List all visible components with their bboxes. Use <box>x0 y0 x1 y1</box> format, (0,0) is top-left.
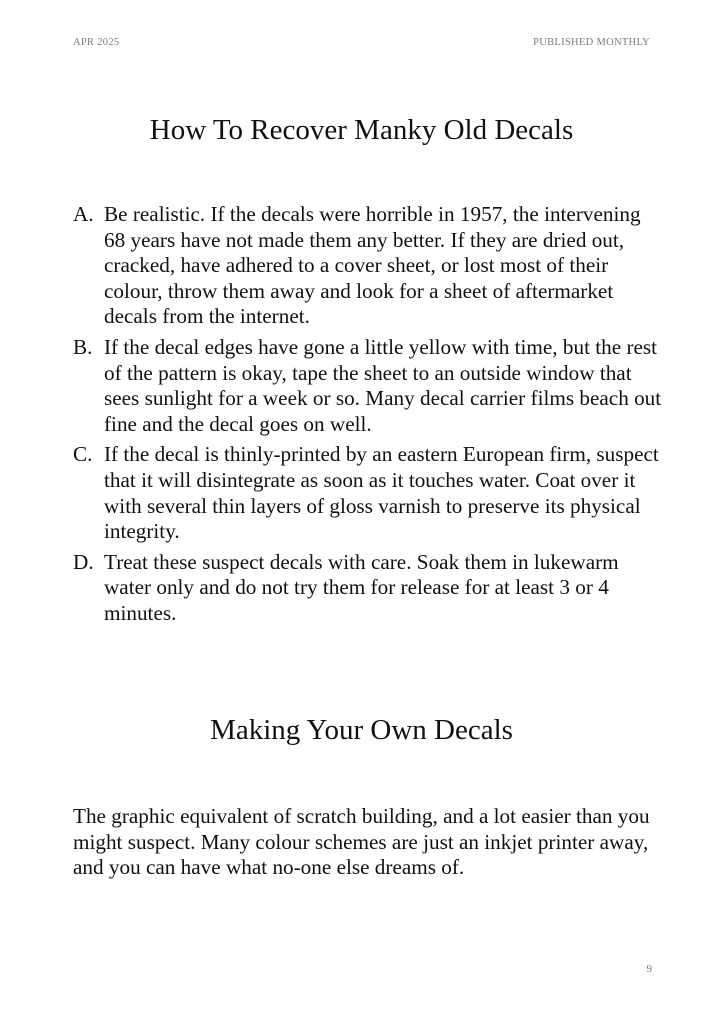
list-item <box>73 550 663 627</box>
list-marker: D. <box>73 549 94 574</box>
list-item-text: Treat these suspect decals with care. Soak them in lukewarm water only and do not try them for release for at least 3 or 4 minutes. <box>104 549 619 625</box>
list-item-text: Be realistic. If the decals were horrible in 1957, the intervening 68 years have not made them any better. If they are dried out, cracked, have adhered to a cover sheet, or lost most of their colour, throw them away and look for a sheet of aftermarket decals from the internet. <box>104 202 641 329</box>
page-number: 9 <box>646 963 652 975</box>
body-paragraph: The graphic equivalent of scratch building, and a lot easier than you might suspect. Many colour schemes are just an inkjet printer away, and you can have what no-one else dreams of. <box>73 804 650 880</box>
list-marker: B. <box>73 334 93 359</box>
section-title-making-decals: Making Your Own Decals <box>210 714 513 746</box>
list-item <box>73 442 663 544</box>
section-title-recover-decals: How To Recover Manky Old Decals <box>149 114 574 146</box>
publication-frequency: PUBLISHED MONTHLY <box>533 37 650 48</box>
list-item-text: If the decal is thinly-printed by an eastern European firm, suspect that it will disintegrate as soon as it touches water. Coat over it with several thin layers of gloss varnish to preserve its physical integrity. <box>104 442 659 544</box>
list-marker: C. <box>73 442 93 467</box>
recovery-steps-list <box>73 202 663 632</box>
list-item <box>73 335 663 437</box>
issue-date: APR 2025 <box>73 37 120 48</box>
list-marker: A. <box>73 202 94 226</box>
list-item-text: If the decal edges have gone a little yellow with time, but the rest of the pattern is okay, tape the sheet to an outside window that sees sunlight for a week or so. Many decal carrier films beach out fine and the decal goes on well. <box>104 334 662 436</box>
list-item <box>73 202 663 330</box>
running-header <box>73 37 650 51</box>
